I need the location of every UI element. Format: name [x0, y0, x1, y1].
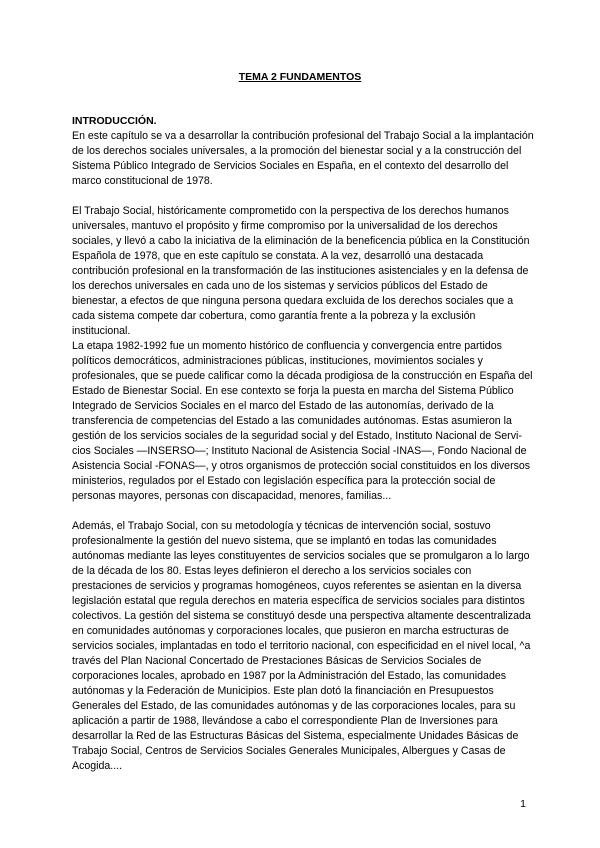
document-body [72, 114, 534, 774]
page-number: 1 [520, 798, 526, 810]
paragraph-intro: En este capítulo se va a desarrollar la contribución profesional del Trabajo Social a la implantación de los derechos sociales universales, a la promoción del bienestar social y a la construcción del Sistema Público Integrado de Servicios Sociales en España, en el contexto del desarrollo del marco constitucional de 1978. [72, 130, 534, 187]
section-heading: INTRODUCCIÓN. [72, 115, 157, 127]
paragraph-etapa-1982-1992: La etapa 1982-1992 fue un momento histórico de confluencia y convergencia entre partidos políticos democráticos, administraciones públicas, instituciones, movimientos sociales y profesionales, que se puede calificar como la década prodigiosa de la construcción en España del Estado de Bienestar Social. En ese contexto se forja la puesta en marcha del Sistema Público Integrado de Servicios Sociales en el marco del Estado de las autonomías, derivado de la transferencia de competencias del Estado a las comunidades autónomas. Estas asumieron la gestión de los servicios sociales de la seguridad social y del Estado, Instituto Nacional de Servi-cios Sociales —INSERSO—; Instituto Nacional de Asistencia Social -INAS—, Fondo Nacional de Asistencia Social -FONAS—, y otros organismos de protección social constituidos en los diversos ministerios, regulados por el Estado con legislación específica para la protección social de personas mayores, personas con discapacidad, menores, familias... [72, 340, 533, 502]
paragraph-spacer [72, 504, 534, 519]
paragraph-spacer [72, 189, 534, 204]
document-title: TEMA 2 FUNDAMENTOS [238, 71, 362, 83]
paragraph-ademas: Además, el Trabajo Social, con su metodología y técnicas de intervención social, sostuvo profesionalmente la gestión del nuevo sistema, que se implantó en todas las comunidades autónomas mediante las leyes constituyentes de servicios sociales que se promulgaron a lo largo de la década de los 80. Estas leyes definieron el derecho a los servicios sociales con prestaciones de servicios y programas homogéneos, cuyos referentes se asientan en la diversa legislación estatal que regula derechos en materia específica de servicios sociales para distintos colectivos. La gestión del sistema se constituyó desde una perspectiva altamente descentralizada en comunidades autónomas y corporaciones locales, que pusieron en marcha estructuras de servicios sociales, implantadas en todo el territorio nacional, con especificidad en el nivel local, ^a través del Plan Nacional Concertado de Prestaciones Básicas de Servicios Sociales de corporaciones locales, aprobado en 1987 por la Administración del Estado, las comunidades autónomas y la Federación de Municipios. Este plan dotó la financiación en Presupuestos Generales del Estado, de las comunidades autónomas y de las corporaciones locales, para su aplicación a partir de 1988, llevándose a cabo el correspondiente Plan de Inversiones para desarrollar la Red de las Estructuras Básicas del Sistema, especialmente Unidades Básicas de Trabajo Social, Centros de Servicios Sociales Generales Municipales, Albergues y Casas de Acogida.... [72, 520, 531, 772]
paragraph-trabajo-social: El Trabajo Social, históricamente comprometido con la perspectiva de los derechos humanos universales, mantuvo el propósito y firme compromiso por la universalidad de los derechos sociales, y llevó a cabo la iniciativa de la eliminación de la beneficencia pública en la Constitución Española de 1978, que en este capítulo se constata. A la vez, desarrolló una destacada contribución profesional en la transformación de las instituciones asistenciales y en la defensa de los derechos universales en cada uno de los sistemas y servicios públicos del Estado de bienestar, a efectos de que ninguna persona quedara excluida de los derechos sociales que a cada sistema compete dar cobertura, como garantía frente a la pobreza y la exclusión institucional. [72, 205, 530, 337]
